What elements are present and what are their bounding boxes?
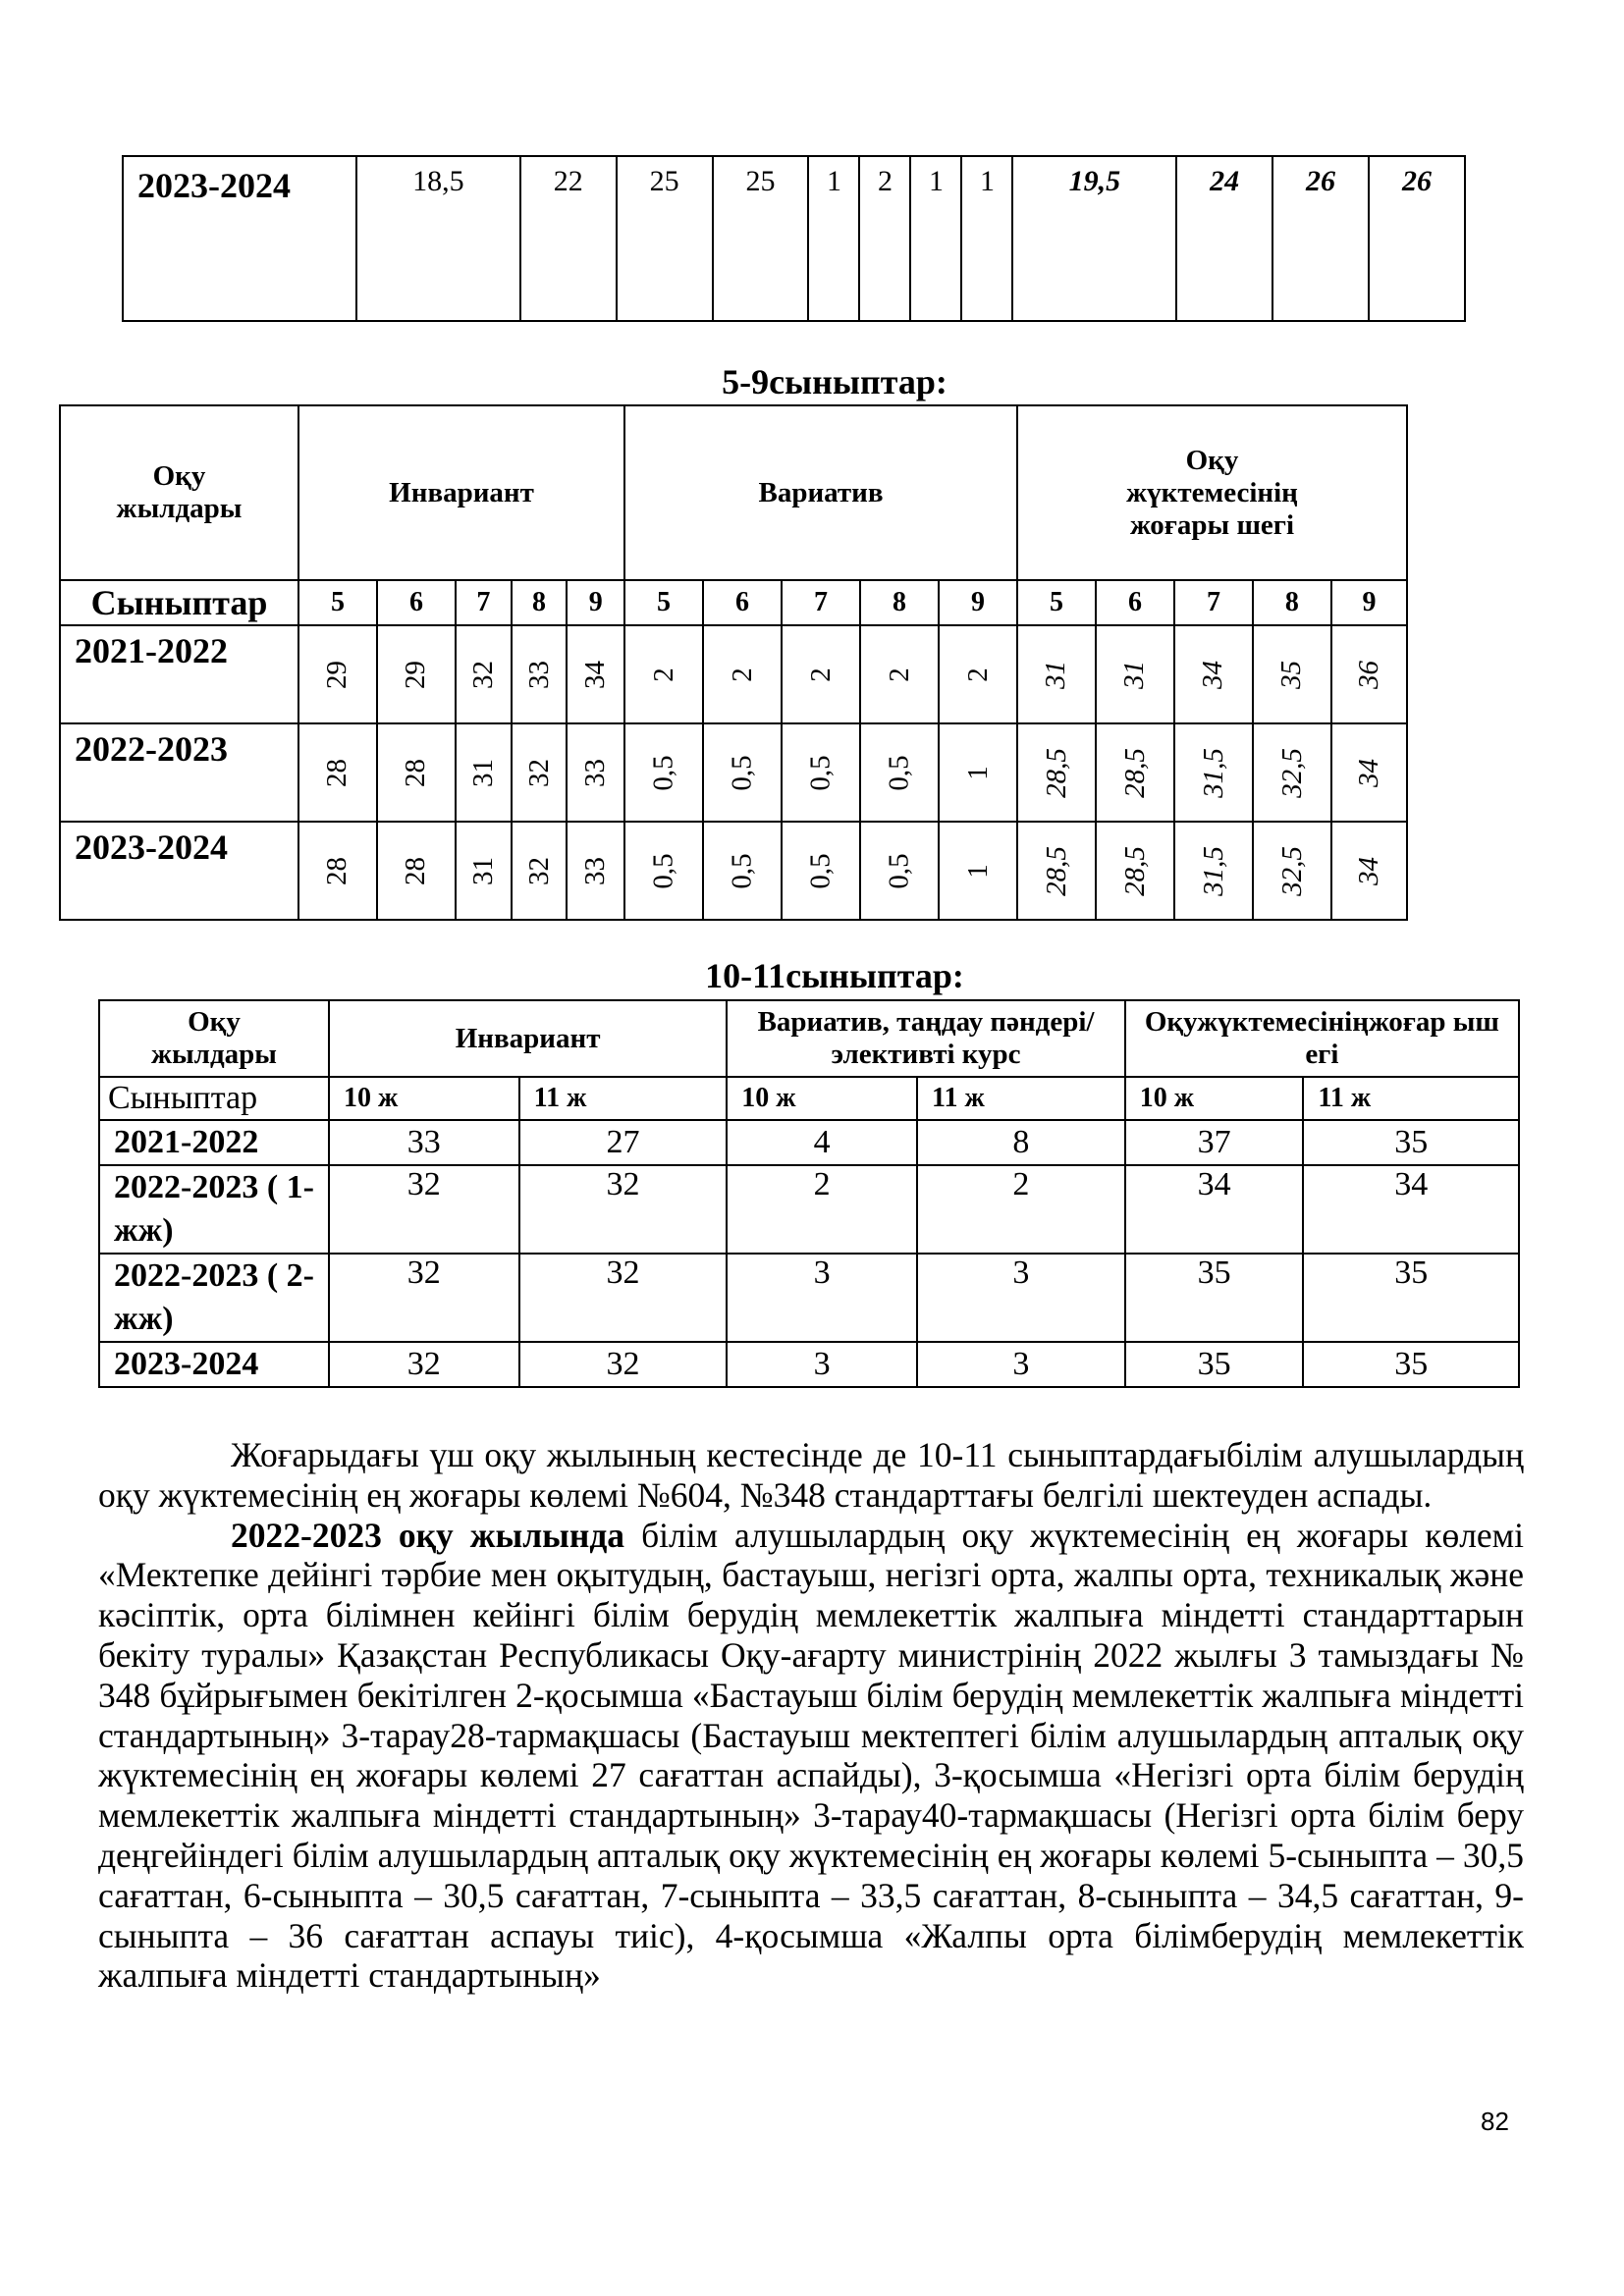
- value-text: 34: [579, 660, 612, 689]
- value-cell: 1: [910, 156, 961, 321]
- value-cell: 3: [917, 1254, 1125, 1342]
- value-cell: 2: [727, 1165, 917, 1254]
- class-cell: 7: [782, 580, 860, 625]
- value-cell: [567, 822, 624, 920]
- value-cell: 32: [329, 1342, 519, 1387]
- value-text: 1: [961, 863, 994, 879]
- value-cell: 32: [519, 1165, 728, 1254]
- class-cell: 8: [860, 580, 939, 625]
- value-cell: 18,5: [356, 156, 520, 321]
- value-text: 0,5: [804, 852, 837, 889]
- value-cell: 35: [1125, 1254, 1304, 1342]
- value-cell: [377, 625, 456, 723]
- value-cell: [624, 723, 703, 822]
- value-text: 0,5: [726, 852, 758, 889]
- value-cell: [298, 822, 377, 920]
- value-cell: [567, 625, 624, 723]
- value-cell: [298, 723, 377, 822]
- table-row: [99, 1165, 1519, 1254]
- value-text: 28,5: [1118, 845, 1151, 896]
- value-cell: [939, 822, 1017, 920]
- header-variative: Вариатив, таңдау пәндері/элективті курс: [727, 1000, 1124, 1077]
- value-text: 34: [1197, 660, 1229, 689]
- value-text: 32: [522, 856, 555, 885]
- value-cell: [512, 723, 568, 822]
- year-cell: 2023-2024: [60, 822, 298, 920]
- class-cell: 5: [298, 580, 377, 625]
- value-cell: 4: [727, 1120, 917, 1165]
- value-text: 36: [1352, 660, 1384, 689]
- value-text: 28: [400, 856, 432, 885]
- value-cell: 25: [713, 156, 809, 321]
- value-text: 34: [1352, 856, 1384, 885]
- table-row: [60, 723, 1407, 822]
- value-cell: [512, 822, 568, 920]
- value-cell: 22: [520, 156, 617, 321]
- value-cell: 35: [1303, 1254, 1519, 1342]
- value-cell: 25: [617, 156, 713, 321]
- header-invariant: Инвариант: [298, 405, 624, 580]
- classes-row: [99, 1077, 1519, 1120]
- class-cell: 7: [1174, 580, 1253, 625]
- value-cell: [939, 723, 1017, 822]
- class-cell: 6: [377, 580, 456, 625]
- value-cell: [860, 723, 939, 822]
- value-cell: [1017, 625, 1096, 723]
- value-text: 28,5: [1118, 747, 1151, 798]
- value-cell: [703, 723, 782, 822]
- value-text: 0,5: [883, 852, 915, 889]
- value-cell: [939, 625, 1017, 723]
- value-cell: 1: [961, 156, 1012, 321]
- paragraph: [98, 1516, 1524, 1997]
- classes-label: Сыныптар: [60, 580, 298, 625]
- page-number: 82: [1481, 2107, 1509, 2136]
- header-max-load: Оқужүктемесініңжоғар ышегі: [1125, 1000, 1519, 1077]
- value-cell: [782, 625, 860, 723]
- value-cell: [1017, 822, 1096, 920]
- table-row: [99, 1342, 1519, 1387]
- value-cell: [1331, 625, 1407, 723]
- value-text: 33: [579, 856, 612, 885]
- year-cell: 2021-2022: [60, 625, 298, 723]
- paragraph-text: білім алушылардың оқу жүктемесінің ең жоғары көлемі «Мектепке дейінгі тәрбие мен оқытудың, бастауыш, негізгі орта, жалпы орта, техникалық және кәсіптік, орта білімнен кейінгі білім берудің мемлекеттік жалпыға міндетті стандарттарын бекіту туралы» Қазақстан Республикасы Оқу-ағарту министрінің 2022 жылғы 3 тамыздағы № 348 бұйрығымен бекітілген 2-қосымша «Бастауыш білім берудің мемлекеттік жалпыға міндетті стандартының» 3-тарау28-тармақшасы (Бастауыш мектептегі білім алушылардың апталық оқу жүктемесінің ең жоғары көлемі 27 сағаттан аспайды), 3-қосымша «Негізгі орта білім берудің мемлекеттік жалпыға міндетті стандартының» 3-тарау40-тармақшасы (Негізгі орта білім беру деңгейіндегі білім алушылардың апталық оқу жүктемесінің ең жоғары көлемі 5-сыныпта – 30,5 сағаттан, 6-сыныпта – 30,5 сағаттан, 7-сыныпта – 33,5 сағаттан, 8-сыныпта – 34,5 сағаттан, 9-сыныпта – 36 сағаттан аспауы тиіс), 4-қосымша «Жалпы орта білімберудің мемлекеттік жалпыға міндетті стандартының»: [98, 1515, 1525, 1996]
- value-text: 33: [579, 758, 612, 787]
- table-row: [99, 1254, 1519, 1342]
- class-cell: 5: [624, 580, 703, 625]
- classes-row: [60, 580, 1407, 625]
- class-cell: 11 ж: [1303, 1077, 1519, 1120]
- value-cell: 35: [1303, 1120, 1519, 1165]
- value-cell: [456, 625, 512, 723]
- value-text: 32: [522, 758, 555, 787]
- value-cell: 1: [808, 156, 859, 321]
- value-cell: 35: [1303, 1342, 1519, 1387]
- value-cell: [298, 625, 377, 723]
- year-cell: 2023-2024: [123, 156, 356, 321]
- value-cell: [377, 723, 456, 822]
- value-cell: [567, 723, 624, 822]
- class-cell: 8: [512, 580, 568, 625]
- value-cell: [377, 822, 456, 920]
- value-cell: [1331, 723, 1407, 822]
- value-cell: 24: [1176, 156, 1272, 321]
- paragraph-bold-lead: 2022-2023 оқу жылында: [231, 1515, 625, 1555]
- value-cell: [1174, 723, 1253, 822]
- value-cell: 3: [727, 1342, 917, 1387]
- class-cell: 10 ж: [727, 1077, 917, 1120]
- caption-5-9: 5-9сыныптар:: [722, 362, 947, 401]
- class-cell: 9: [1331, 580, 1407, 625]
- value-text: 2: [804, 667, 837, 682]
- value-text: 29: [321, 660, 353, 689]
- value-cell: 19,5: [1012, 156, 1176, 321]
- value-cell: [782, 723, 860, 822]
- value-cell: [1331, 822, 1407, 920]
- value-text: 34: [1352, 758, 1384, 787]
- class-cell: 8: [1253, 580, 1331, 625]
- value-cell: 34: [1125, 1165, 1304, 1254]
- value-text: 28: [321, 856, 353, 885]
- value-text: 35: [1275, 660, 1308, 689]
- class-cell: 10 ж: [1125, 1077, 1304, 1120]
- value-cell: 35: [1125, 1342, 1304, 1387]
- value-text: 28,5: [1040, 845, 1072, 896]
- table-row: [60, 625, 1407, 723]
- value-cell: [624, 822, 703, 920]
- value-cell: [860, 625, 939, 723]
- value-text: 2: [883, 667, 915, 682]
- class-cell: 9: [939, 580, 1017, 625]
- value-cell: [1174, 822, 1253, 920]
- year-cell: 2021-2022: [99, 1120, 329, 1165]
- class-cell: 11 ж: [519, 1077, 728, 1120]
- value-cell: 32: [329, 1165, 519, 1254]
- value-cell: 27: [519, 1120, 728, 1165]
- table-5-9: [59, 404, 1408, 921]
- value-cell: 8: [917, 1120, 1125, 1165]
- value-cell: [1253, 625, 1331, 723]
- class-cell: 10 ж: [329, 1077, 519, 1120]
- class-cell: 9: [567, 580, 624, 625]
- value-cell: 33: [329, 1120, 519, 1165]
- table-row: [60, 822, 1407, 920]
- value-text: 31: [466, 758, 499, 787]
- value-text: 2: [647, 667, 679, 682]
- header-max-load: Оқу жүктемесінің жоғары шегі: [1017, 405, 1407, 580]
- value-text: 33: [522, 660, 555, 689]
- year-cell: 2022-2023 ( 1-жж): [99, 1165, 329, 1254]
- value-text: 28: [321, 758, 353, 787]
- value-cell: [1096, 822, 1174, 920]
- value-cell: [512, 625, 568, 723]
- value-cell: 32: [329, 1254, 519, 1342]
- value-cell: [456, 723, 512, 822]
- value-cell: [860, 822, 939, 920]
- value-cell: [1253, 723, 1331, 822]
- header-variative: Вариатив: [624, 405, 1017, 580]
- class-cell: 6: [1096, 580, 1174, 625]
- value-text: 0,5: [647, 754, 679, 791]
- header-years: Оқу жылдары: [99, 1000, 329, 1077]
- value-cell: 32: [519, 1342, 728, 1387]
- header-invariant: Инвариант: [329, 1000, 727, 1077]
- value-cell: 3: [727, 1254, 917, 1342]
- caption-10-11: 10-11сыныптар:: [705, 956, 964, 995]
- year-cell: 2022-2023: [60, 723, 298, 822]
- value-cell: [1174, 625, 1253, 723]
- value-cell: 37: [1125, 1120, 1304, 1165]
- top-table-fragment: [122, 155, 1466, 322]
- value-cell: [782, 822, 860, 920]
- value-text: 31: [1118, 660, 1151, 689]
- value-text: 2: [961, 667, 994, 682]
- value-cell: [703, 625, 782, 723]
- value-text: 32,5: [1275, 747, 1308, 798]
- table-row: [123, 156, 1465, 321]
- value-cell: 3: [917, 1342, 1125, 1387]
- value-text: 0,5: [647, 852, 679, 889]
- header-row: [99, 1000, 1519, 1077]
- header-row: [60, 405, 1407, 580]
- value-text: 31: [466, 856, 499, 885]
- table-row: [99, 1120, 1519, 1165]
- class-cell: 7: [456, 580, 512, 625]
- class-cell: 11 ж: [917, 1077, 1125, 1120]
- value-text: 32,5: [1275, 845, 1308, 896]
- value-text: 32: [466, 660, 499, 689]
- value-cell: 2: [859, 156, 910, 321]
- table-10-11: [98, 999, 1520, 1388]
- value-cell: [1017, 723, 1096, 822]
- value-text: 31: [1040, 660, 1072, 689]
- value-cell: 2: [917, 1165, 1125, 1254]
- value-cell: 34: [1303, 1165, 1519, 1254]
- body-text: [98, 1435, 1524, 1996]
- value-cell: [1096, 723, 1174, 822]
- value-text: 31,5: [1197, 845, 1229, 896]
- paragraph: Жоғарыдағы үш оқу жылының кестесінде де 10-11 сыныптардағыбілім алушылардың оқу жүктемесінің ең жоғары көлемі №604, №348 стандарттағы белгілі шектеуден аспады.: [98, 1435, 1524, 1515]
- value-text: 1: [961, 765, 994, 780]
- value-cell: [1096, 625, 1174, 723]
- value-text: 29: [400, 660, 432, 689]
- value-text: 0,5: [883, 754, 915, 791]
- year-cell: 2022-2023 ( 2-жж): [99, 1254, 329, 1342]
- class-cell: 6: [703, 580, 782, 625]
- value-cell: 26: [1369, 156, 1465, 321]
- classes-label: Сыныптар: [99, 1077, 329, 1120]
- value-cell: [624, 625, 703, 723]
- value-cell: [703, 822, 782, 920]
- value-text: 28,5: [1040, 747, 1072, 798]
- value-cell: 26: [1272, 156, 1369, 321]
- year-cell: 2023-2024: [99, 1342, 329, 1387]
- value-cell: [456, 822, 512, 920]
- value-cell: [1253, 822, 1331, 920]
- header-years: Оқу жылдары: [60, 405, 298, 580]
- value-text: 31,5: [1197, 747, 1229, 798]
- value-text: 0,5: [804, 754, 837, 791]
- class-cell: 5: [1017, 580, 1096, 625]
- value-text: 0,5: [726, 754, 758, 791]
- value-text: 28: [400, 758, 432, 787]
- value-cell: 32: [519, 1254, 728, 1342]
- value-text: 2: [726, 667, 758, 682]
